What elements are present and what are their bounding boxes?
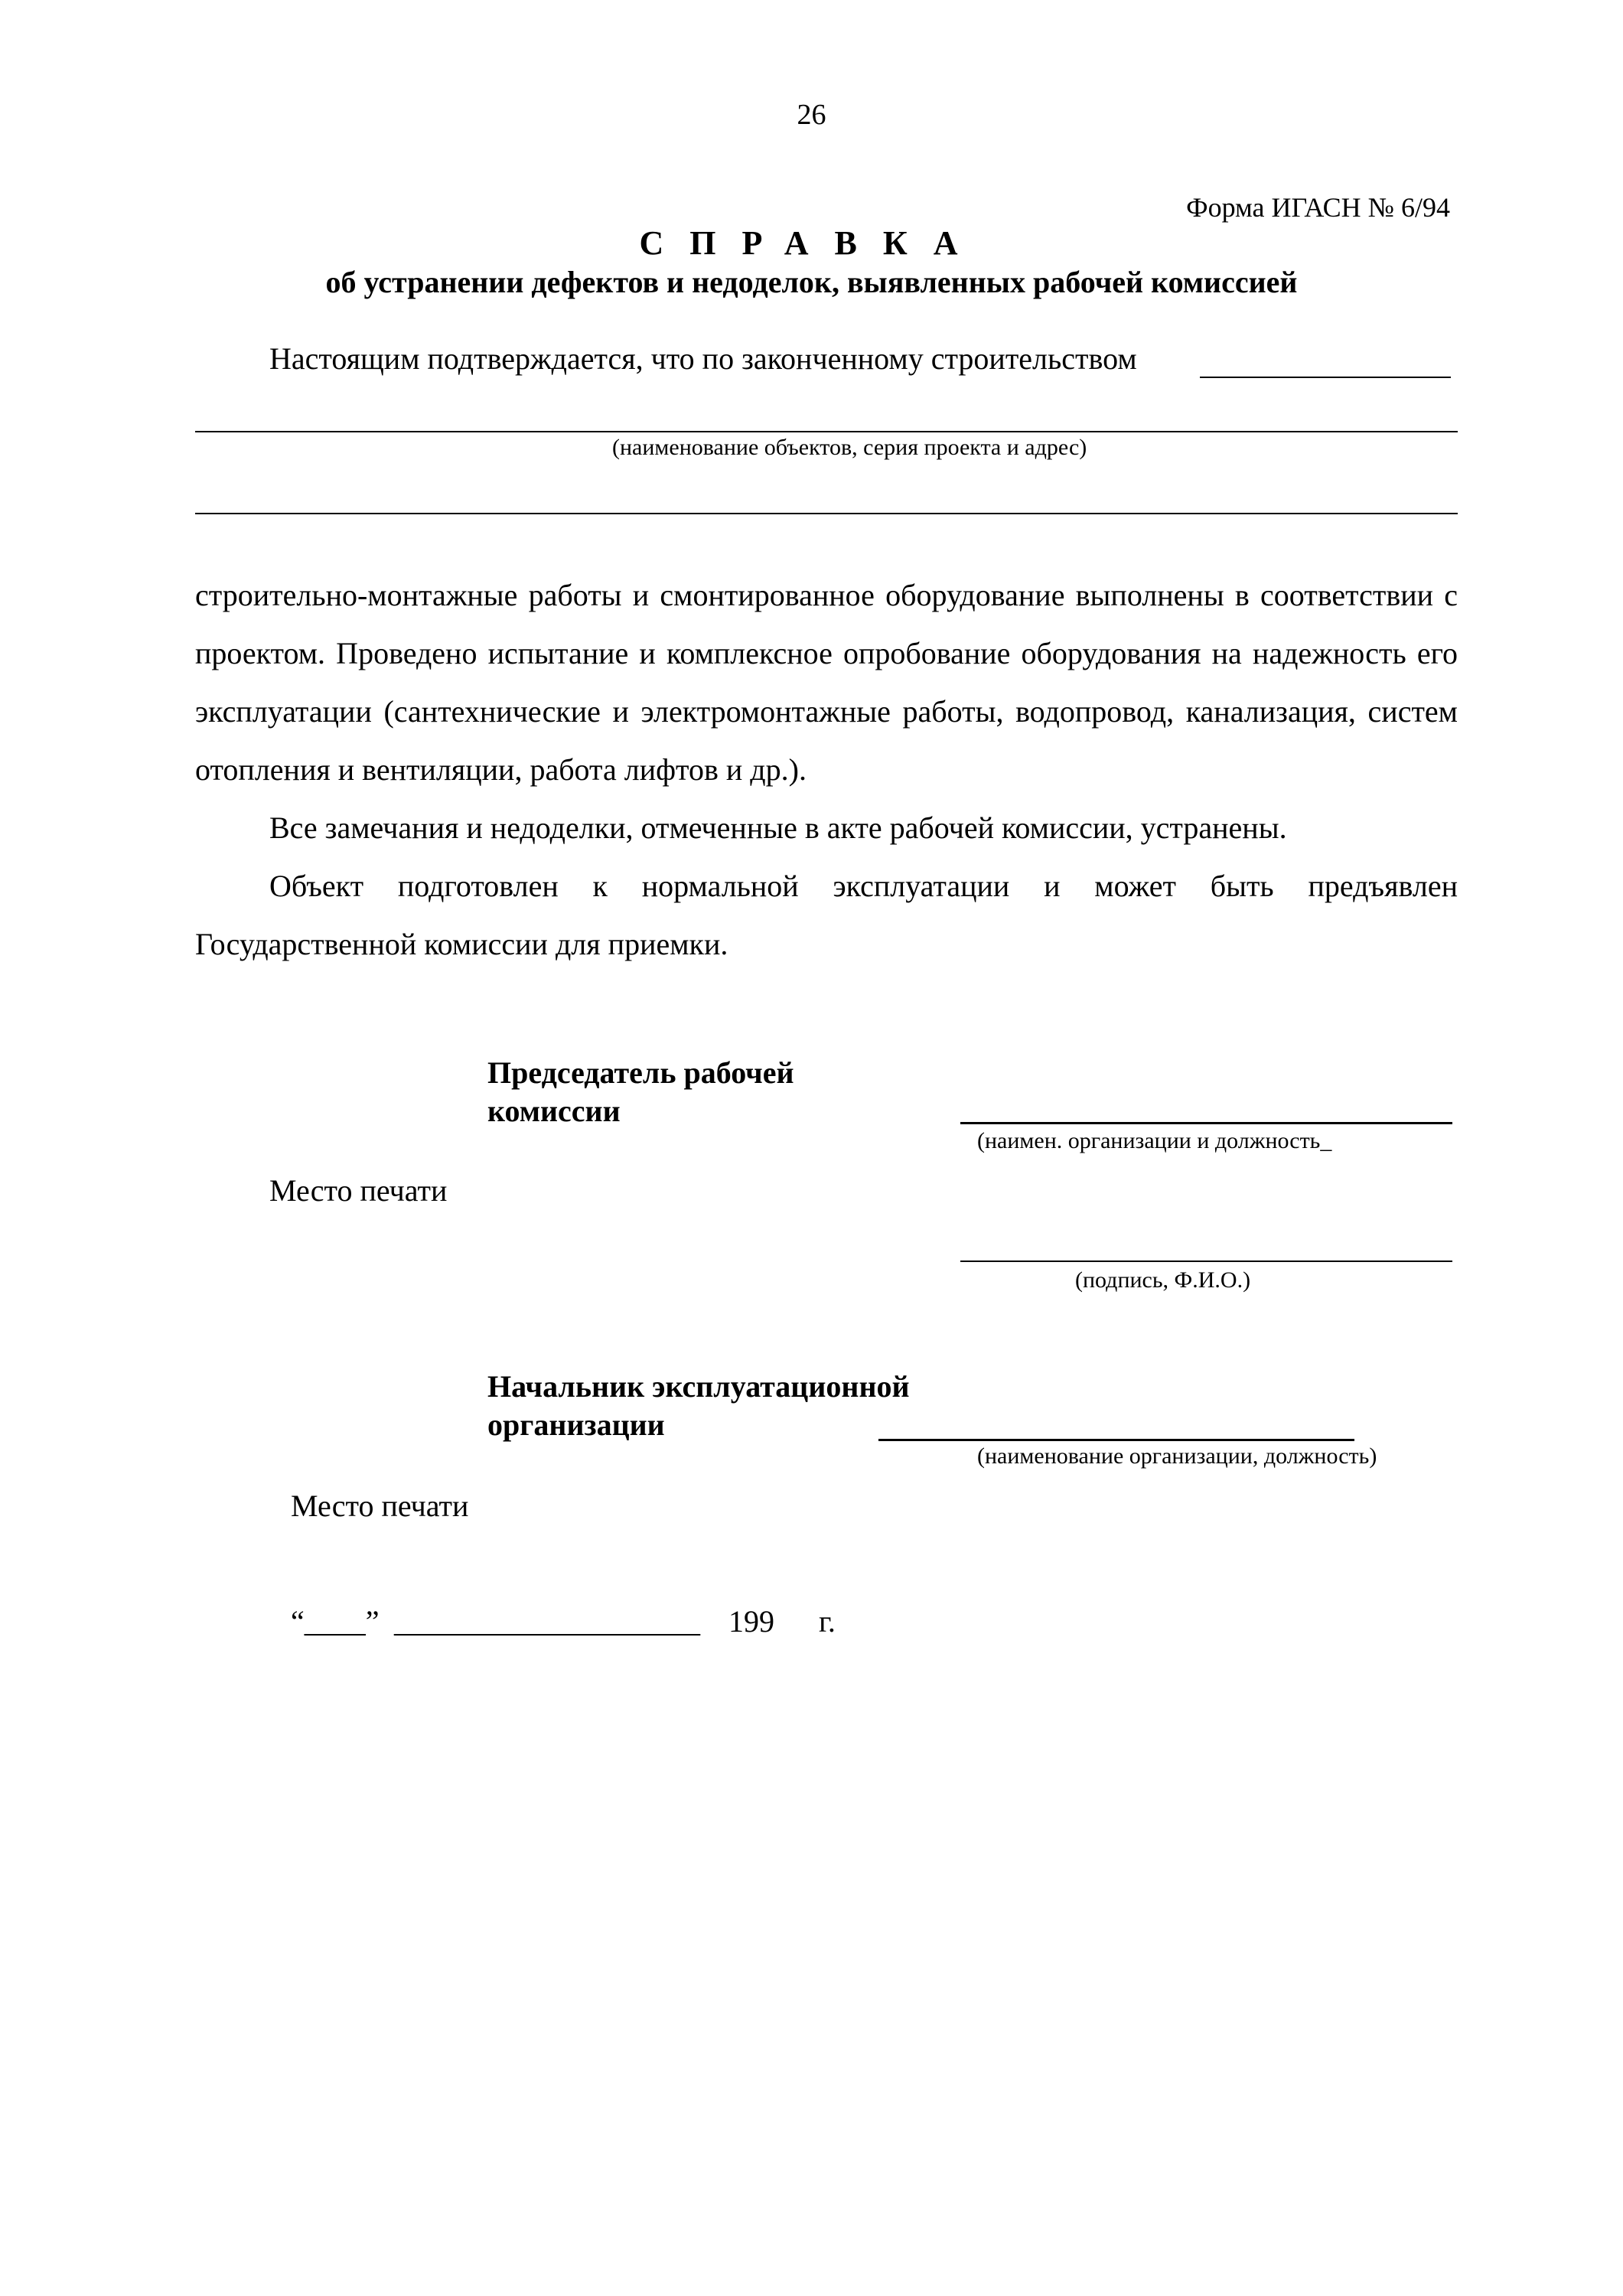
- page-number: 26: [797, 99, 826, 131]
- date-month[interactable]: ____________________: [394, 1604, 700, 1639]
- date-suffix: г.: [819, 1604, 836, 1639]
- object-name-caption: (наименование объектов, серия проекта и адрес): [612, 435, 1087, 460]
- head-stamp-place: Место печати: [291, 1489, 469, 1523]
- chairman-org-caption: (наимен. организации и должность_: [977, 1128, 1332, 1153]
- head-org-field[interactable]: [878, 1439, 1354, 1441]
- head-org-caption: (наименование организации, должность): [977, 1443, 1377, 1469]
- head-label-line2: организации: [487, 1407, 665, 1442]
- chairman-signature-caption: (подпись, Ф.И.О.): [1075, 1267, 1251, 1293]
- form-number: Форма ИГАСН № 6/94: [1186, 192, 1450, 223]
- head-label: [487, 1368, 1023, 1444]
- object-name-field-3[interactable]: [195, 513, 1458, 514]
- head-label-line1: Начальник эксплуатационной: [487, 1369, 910, 1404]
- chairman-label-line2: комиссии: [487, 1094, 621, 1128]
- chairman-signature-field[interactable]: [960, 1261, 1452, 1262]
- date-day[interactable]: “____”: [291, 1604, 380, 1639]
- paragraph-object-ready: Объект подготовлен к нормальной эксплуатации и может быть предъявлен Государственной комиссии для приемки.: [195, 869, 1458, 961]
- object-name-field-2[interactable]: [195, 431, 1458, 432]
- chairman-label: [487, 1054, 947, 1130]
- paragraph-works-completed: строительно-монтажные работы и смонтированное оборудование выполнены в соответствии с проектом. Проведено испытание и комплексное опробование оборудования на надежность его эксплуатации (сантехнические и электромонтажные работы, водопровод, канализация, систем отопления и вентиляции, работа лифтов и др.).: [195, 578, 1458, 787]
- document-title: СПРАВКА: [639, 224, 984, 262]
- intro-text: Настоящим подтверждается, что по законченному строительством: [269, 341, 1137, 376]
- date-year: 199: [728, 1604, 774, 1639]
- chairman-stamp-place: Место печати: [269, 1173, 448, 1208]
- document-subtitle: об устранении дефектов и недоделок, выявленных рабочей комиссией: [325, 265, 1298, 299]
- chairman-label-line1: Председатель рабочей: [487, 1055, 794, 1090]
- object-name-field-1[interactable]: [1200, 377, 1451, 378]
- chairman-org-field[interactable]: [960, 1122, 1452, 1124]
- paragraph-remarks-fixed: Все замечания и недоделки, отмеченные в акте рабочей комиссии, устранены.: [269, 810, 1287, 845]
